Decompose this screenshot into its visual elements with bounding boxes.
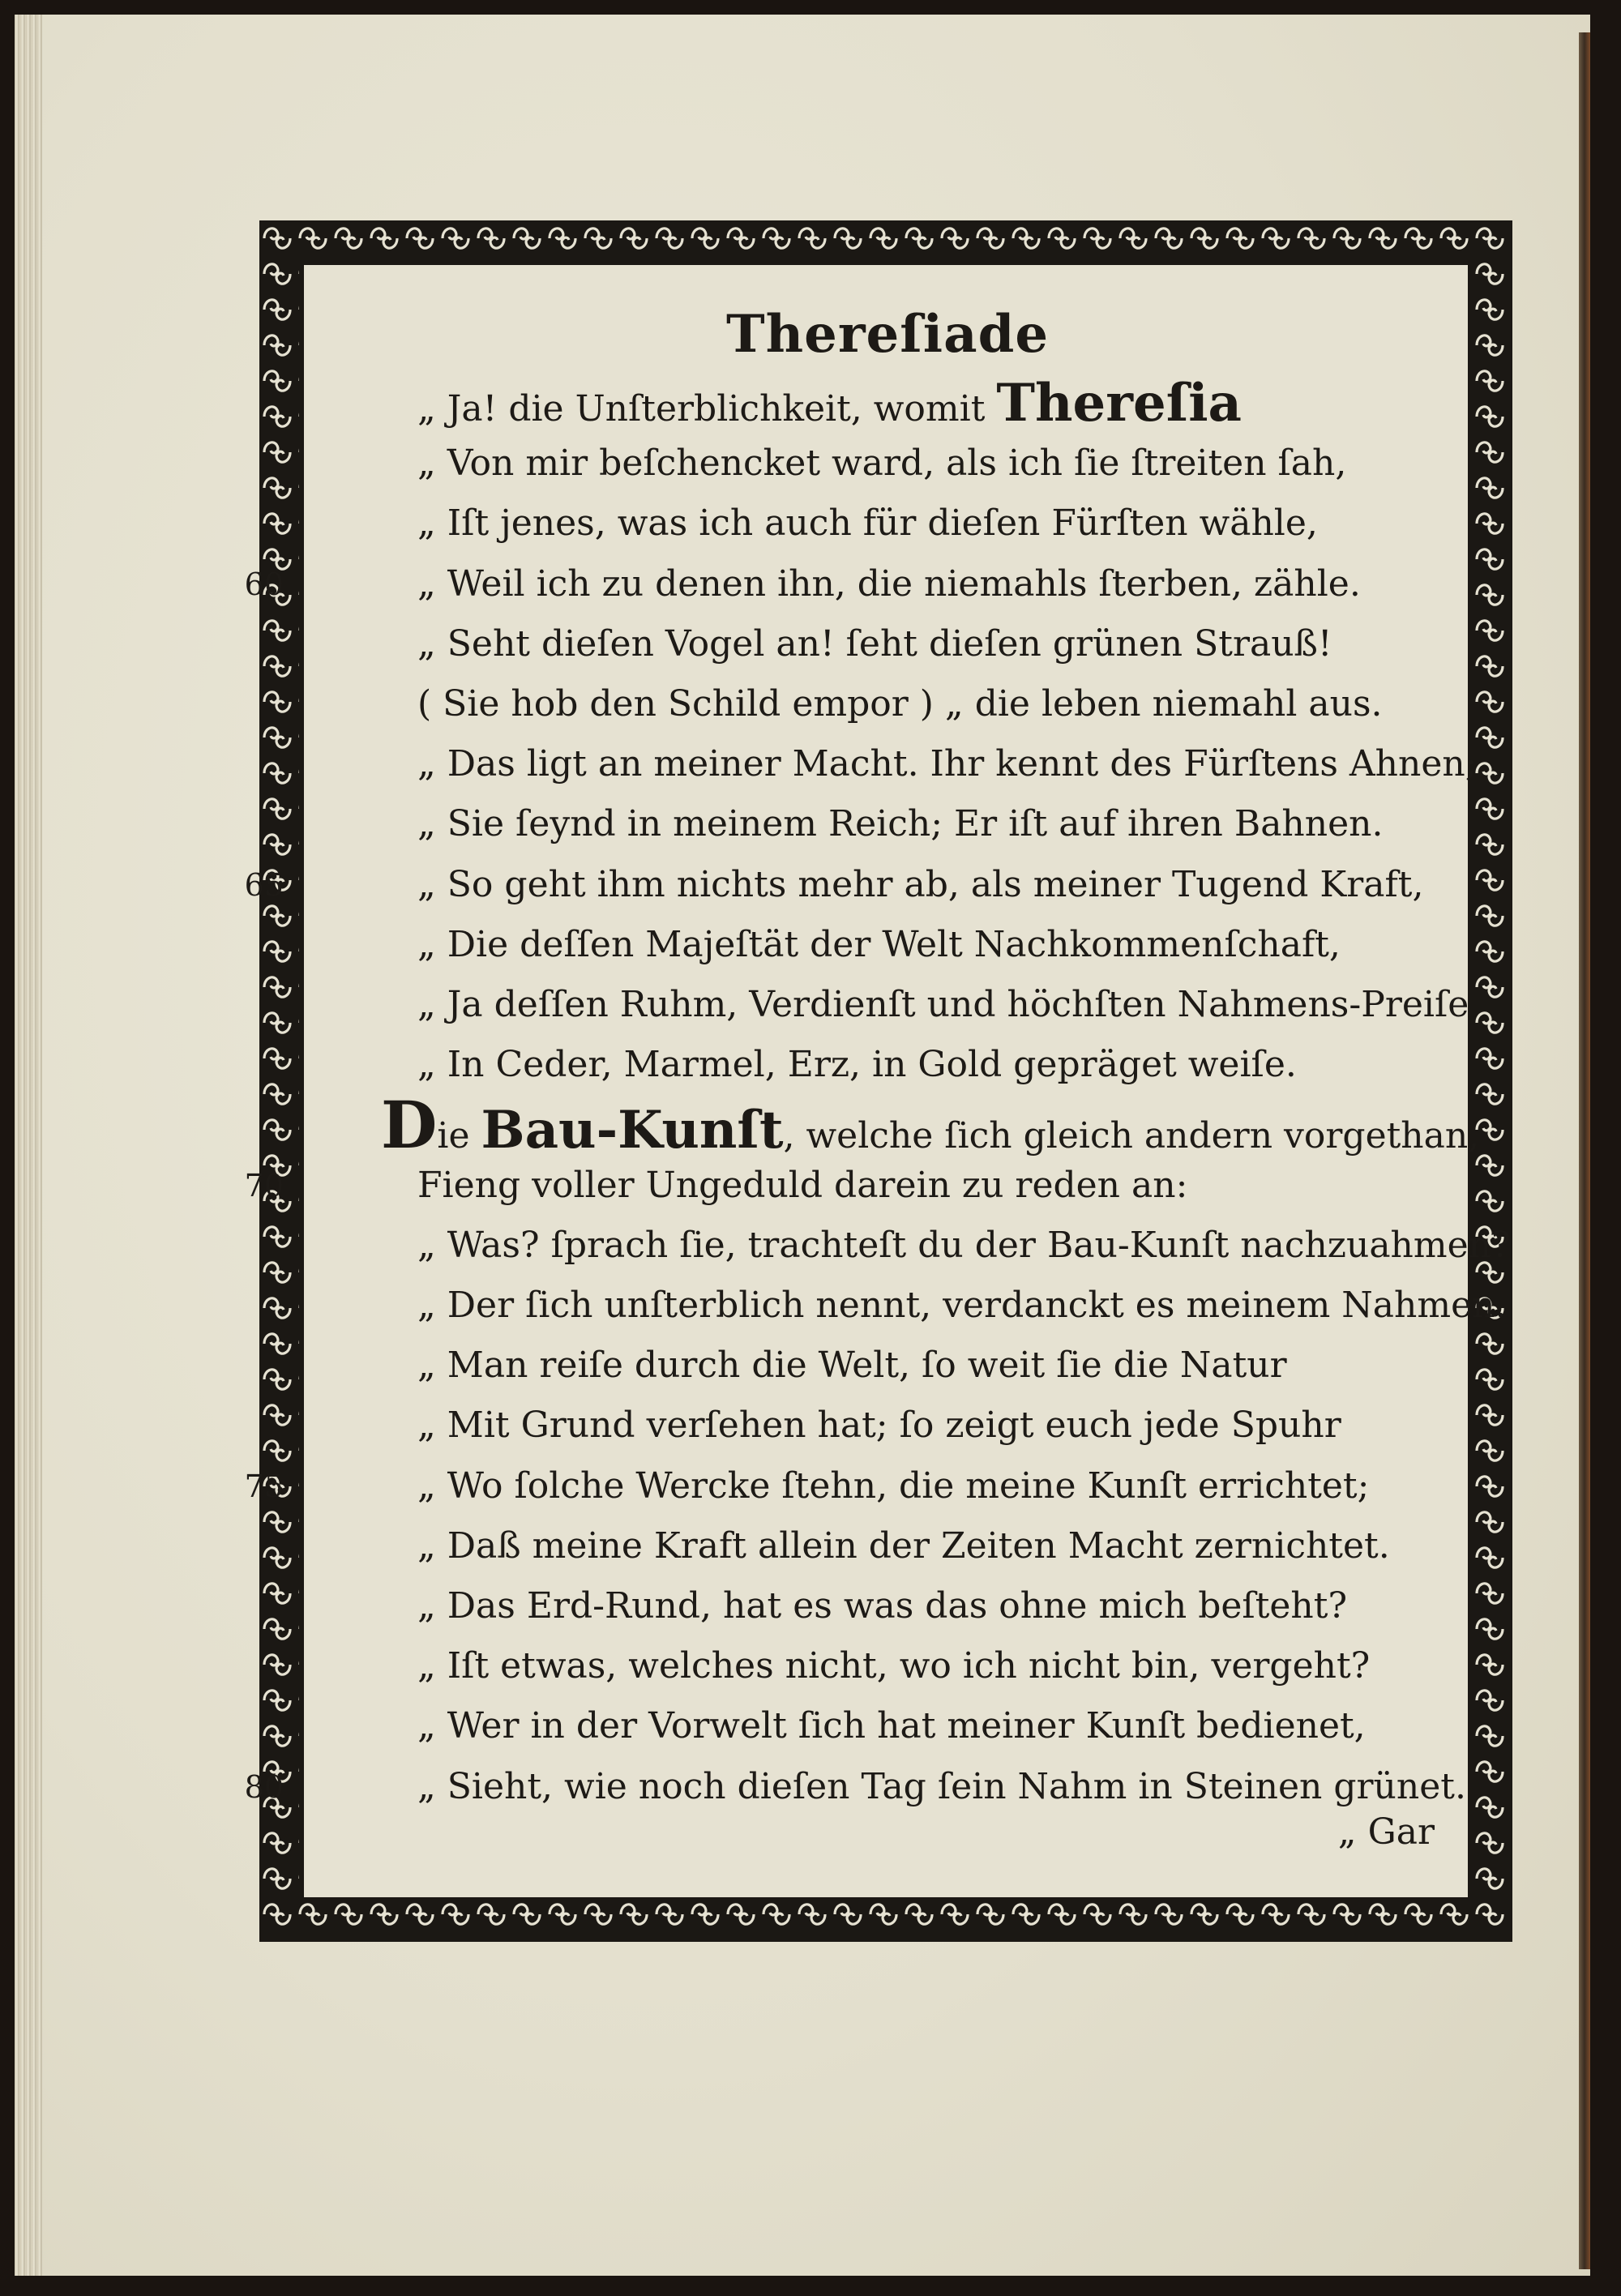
verse-text [417, 497, 1318, 550]
verse-line [308, 797, 1467, 851]
verse-line [308, 497, 1467, 550]
verse-text-part: ie [437, 1115, 481, 1157]
verse-text-part: „ Iſt jenes, was ich auch für dieſen Fürſten wähle, [417, 502, 1318, 545]
verse-line [244, 558, 1467, 611]
verse-text-part: „ Iſt etwas, welches nicht, wo ich nicht bin, vergeht? [417, 1645, 1371, 1687]
verse-text [417, 1520, 1390, 1573]
verse-text [417, 858, 1423, 912]
verse-text [417, 1399, 1341, 1452]
verse-text [417, 437, 1346, 490]
verse-text [417, 1339, 1287, 1392]
verse-text [417, 1580, 1347, 1633]
verse-text-part: „ Ja deſſen Ruhm, Verdienſt und höchſten Nahmens-Preiſe [417, 984, 1469, 1025]
line-number: 80 [244, 1768, 284, 1805]
verse-line [308, 1640, 1467, 1693]
verse-text-part: „ Weil ich zu denen ihn, die niemahls ſterben, zähle. [417, 562, 1361, 605]
line-number: 70 [244, 1167, 284, 1204]
emphasized-word: Bau-Kunſt [481, 1100, 784, 1161]
verse-line [244, 1460, 1467, 1513]
verse-text [417, 1700, 1366, 1753]
verse-text-part: „ Die deſſen Majeſtät der Welt Nachkommenſchaft, [417, 923, 1341, 965]
verse-text-part: „ Der ſich unſterblich nennt, verdanckt es meinem Nahmen. [417, 1285, 1507, 1326]
verse-text-part: „ Wo ſolche Wercke ſtehn, die meine Kunſt errichtet; [417, 1464, 1370, 1507]
verse-line [308, 1038, 1467, 1092]
verse-text [417, 1760, 1466, 1814]
verse-text [417, 918, 1341, 972]
verse-text [417, 558, 1361, 611]
verse-text [417, 1460, 1369, 1513]
verse-line [244, 1159, 1467, 1212]
verse-text [417, 1279, 1506, 1332]
verse-line [308, 618, 1467, 671]
line-number: 75 [244, 1468, 284, 1504]
verse-text-part: „ Seht dieſen Vogel an! ſeht dieſen grünen Strauß! [417, 622, 1332, 665]
verse-text [417, 1640, 1370, 1693]
verse-line [244, 1760, 1467, 1814]
emphasized-word: Thereſia [996, 373, 1242, 434]
verse-text [417, 1038, 1297, 1092]
verse-text-part: „ Ja! die Unſterblichkeit, womit [417, 388, 997, 430]
verse-text [417, 738, 1478, 791]
verse-text-part: „ So geht ihm nichts mehr ab, als meiner Tugend Kraft, [417, 863, 1424, 905]
book-spine [1579, 32, 1590, 2269]
verse-line [308, 978, 1467, 1032]
verse-text-tail: , welche ſich gleich andern vorgethan, [783, 1115, 1480, 1157]
verse-line [308, 1279, 1507, 1332]
verse-text [417, 373, 1242, 436]
verse-line [308, 738, 1478, 791]
verse-line [308, 1339, 1467, 1392]
verse-text-part: „ Daß meine Kraft allein der Zeiten Macht zernichtet. [417, 1524, 1390, 1567]
verse-text-part: „ Man reiſe durch die Welt, ſo weit ſie die Natur [417, 1345, 1287, 1387]
page-edges [15, 15, 42, 2276]
verse-text [417, 1219, 1511, 1272]
catchword: „ Gar [1337, 1811, 1435, 1853]
verse-line [308, 678, 1467, 731]
verse-text-part: „ Sieht, wie noch dieſen Tag ſein Nahm in Steinen grünet. [417, 1765, 1466, 1807]
verse-line [308, 1580, 1467, 1633]
verse-line [308, 1700, 1467, 1753]
verse-text [417, 797, 1383, 851]
verse-text-part: ( Sie hob den Schild empor ) „ die leben niemahl aus. [417, 683, 1383, 725]
verse-line [308, 437, 1467, 490]
verse-line [308, 1219, 1511, 1272]
verse-text [381, 1087, 1480, 1164]
verse-text-part: „ Das ligt an meiner Macht. Ihr kennt des Fürſtens Ahnen; [417, 743, 1478, 785]
verse-text [417, 678, 1383, 731]
verse-text-part: „ In Ceder, Marmel, Erz, in Gold gepräget weiſe. [417, 1044, 1297, 1086]
verse-line [308, 373, 1467, 434]
verse-text [417, 978, 1469, 1032]
text-block [244, 272, 1511, 1892]
line-number: 65 [244, 866, 284, 903]
verse-text-part: „ Was? ſprach ſie, trachteſt du der Bau-Kunſt nachzuahmen? [417, 1224, 1511, 1266]
verse-line [308, 1087, 1480, 1164]
running-header: Thereſiade [725, 304, 1050, 365]
decorated-initial: D [381, 1087, 438, 1164]
verse-text-part: „ Sie ſeynd in meinem Reich; Er iſt auf ihren Bahnen. [417, 803, 1384, 845]
verse-text [417, 1159, 1187, 1212]
verse-text-part: „ Wer in der Vorwelt ſich hat meiner Kunſt bedienet, [417, 1705, 1366, 1747]
verse-line [308, 1399, 1467, 1452]
verse-text [417, 618, 1332, 671]
verse-line [244, 858, 1467, 912]
verse-text-part: „ Mit Grund verſehen hat; ſo zeigt euch jede Spuhr [417, 1405, 1341, 1447]
verse-text-part: „ Von mir beſchencket ward, als ich ſie ſtreiten ſah, [417, 443, 1347, 485]
verse-text-part: „ Das Erd-Rund, hat es was das ohne mich beſteht? [417, 1585, 1348, 1627]
verse-line [308, 918, 1467, 972]
verse-text-part: Fieng voller Ungeduld darein zu reden an: [417, 1164, 1188, 1206]
verse-line [308, 1520, 1467, 1573]
line-number: 60 [244, 566, 284, 602]
